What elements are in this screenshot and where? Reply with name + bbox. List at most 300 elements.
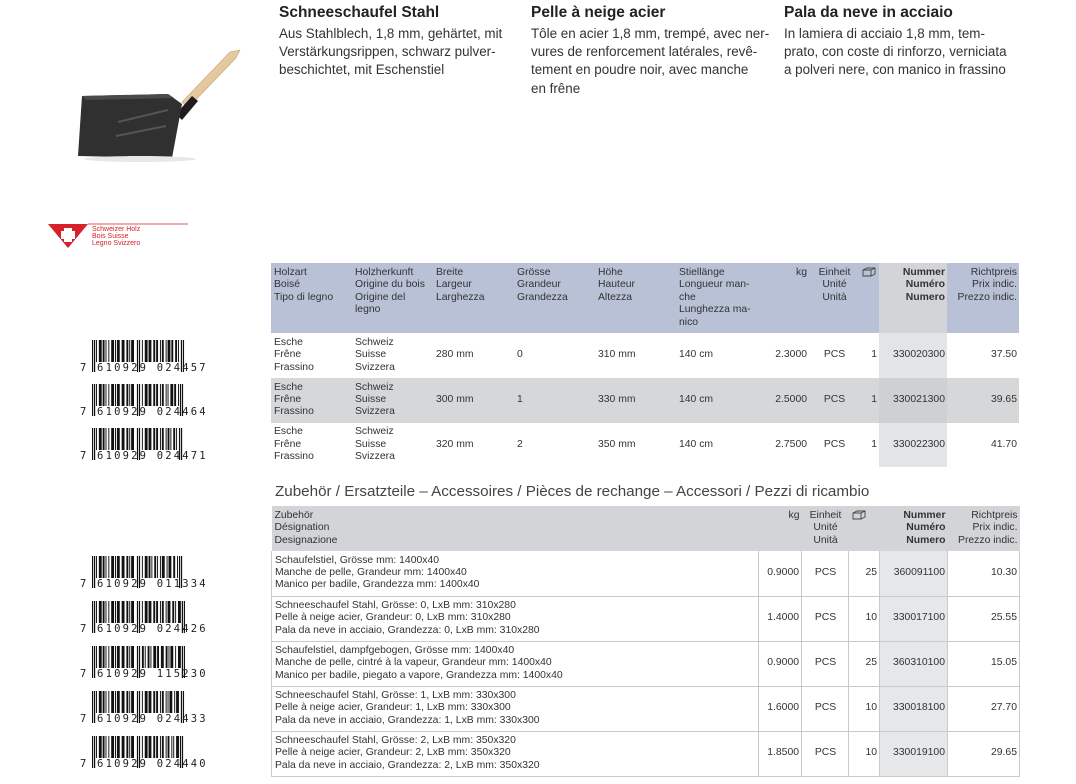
barcode-bar xyxy=(117,601,120,623)
barcode-bar xyxy=(166,736,167,758)
barcode-bar xyxy=(162,556,165,578)
barcode-bar xyxy=(168,601,171,623)
description-fr xyxy=(531,4,771,98)
table-header xyxy=(271,263,1019,333)
description-text: In lamiera di acciaio 1,8 mm, tem- prato, con coste di rinforzo, verniciata a polveri nere, con manico in frassino xyxy=(784,26,1007,78)
cell-einheit: PCS xyxy=(823,438,846,450)
cell-hoehe: 350 mm xyxy=(598,438,636,450)
barcode-bar xyxy=(142,428,143,450)
barcode-bar xyxy=(174,384,176,406)
barcode-bar xyxy=(117,691,120,713)
cell-kg: 2.3000 xyxy=(775,349,807,361)
cell-einheit: PCS xyxy=(802,731,849,776)
cell-herkunft: Schweiz Suisse Svizzera xyxy=(355,336,395,373)
cell-groesse: 1 xyxy=(514,378,595,423)
cell-pack: 25 xyxy=(849,551,880,596)
cell-breite: 280 mm xyxy=(436,349,474,361)
table-row xyxy=(271,333,1019,378)
barcode-bar xyxy=(106,736,107,758)
barcode-bar xyxy=(108,601,109,623)
col-kg: kg xyxy=(754,263,809,333)
barcode-bar xyxy=(176,428,177,450)
barcode-bar xyxy=(160,340,161,362)
barcode-bar xyxy=(149,428,152,450)
cell-nummer: 330021300 xyxy=(879,378,947,423)
barcode-bar xyxy=(126,736,128,758)
barcode-bar xyxy=(153,736,155,758)
barcode-bar xyxy=(171,736,172,758)
cell-breite: 300 mm xyxy=(433,378,514,423)
barcode-bar xyxy=(154,556,156,578)
barcode-bar xyxy=(99,601,102,623)
barcode-bar xyxy=(156,601,158,623)
barcode-bar xyxy=(176,736,179,758)
barcode-bar xyxy=(117,736,120,758)
barcode-bar xyxy=(117,556,120,578)
barcode-bar xyxy=(153,340,155,362)
cell-pack: 10 xyxy=(849,686,880,731)
pack-icon xyxy=(859,263,879,333)
barcode-bar xyxy=(172,601,174,623)
barcode-bar xyxy=(108,556,109,578)
col-nummer: Nummer Numéro Numero xyxy=(879,263,947,333)
cell-stiel: 140 cm xyxy=(679,438,714,450)
barcode-bar xyxy=(99,556,102,578)
barcode xyxy=(80,428,240,462)
cell-einheit: PCS xyxy=(802,551,849,596)
cell-kg: 0.9000 xyxy=(759,641,802,686)
barcode-bar xyxy=(111,691,114,713)
barcode-bar xyxy=(126,428,128,450)
barcode-bar xyxy=(122,601,125,623)
barcode-bar xyxy=(176,691,179,713)
col-einheit: Einheit Unité Unità xyxy=(802,506,849,551)
cell-hoehe: 310 mm xyxy=(598,349,636,361)
cell-designation: Schneeschaufel Stahl, Grösse: 1, LxB mm: 330x300 Pelle à neige acier, Grandeur: 1, LxB mm: 330x300 Pala da neve in acciaio, Grandezza: 1, LxB mm: 330x300 xyxy=(272,686,759,731)
barcode-bar xyxy=(131,428,134,450)
table-row xyxy=(272,731,1020,776)
barcode-bar xyxy=(162,428,164,450)
barcode-bar xyxy=(131,691,134,713)
barcode-bar xyxy=(129,736,130,758)
barcode-bar xyxy=(153,384,155,406)
barcode-bar xyxy=(115,646,116,668)
barcode-bar xyxy=(173,556,175,578)
description-title: Pelle à neige acier xyxy=(531,4,666,21)
cell-preis: 25.55 xyxy=(948,596,1020,641)
barcode-bar xyxy=(168,691,169,713)
cell-preis: 10.30 xyxy=(948,551,1020,596)
barcode-bar xyxy=(145,340,148,362)
barcode-bar xyxy=(142,601,143,623)
cell-nummer: 330017100 xyxy=(880,596,948,641)
barcode-bar xyxy=(111,601,114,623)
barcode xyxy=(80,646,240,680)
barcode-bar xyxy=(175,601,176,623)
description-text: Aus Stahlblech, 1,8 mm, gehärtet, mit Verstärkungsrippen, schwarz pulver- beschichtet, mit Eschenstiel xyxy=(279,26,503,78)
barcode-bar xyxy=(131,736,134,758)
barcode-bar xyxy=(96,736,97,758)
barcode-bar xyxy=(145,736,148,758)
cell-holzart: Esche Frêne Frassino xyxy=(274,426,314,463)
barcode-bar xyxy=(167,556,168,578)
barcode-bar xyxy=(108,691,109,713)
barcode-bar xyxy=(115,601,116,623)
barcode-digits: 7 610929 024464 xyxy=(80,406,208,418)
barcode-bar xyxy=(142,646,144,668)
barcode-digits: 7 610929 024471 xyxy=(80,450,208,462)
cell-nummer: 330022300 xyxy=(879,423,947,468)
barcode-bar xyxy=(175,340,177,362)
barcode-bar xyxy=(145,556,148,578)
barcode-bar xyxy=(96,384,97,406)
barcode-bar xyxy=(126,646,128,668)
cell-kg: 0.9000 xyxy=(759,551,802,596)
barcode-bar xyxy=(126,340,128,362)
col-herkunft: Holzherkunft Origine du bois Origine del legno xyxy=(352,263,433,333)
barcode-bar xyxy=(153,691,155,713)
barcode-digits: 7 610929 024440 xyxy=(80,758,208,770)
barcode-bar xyxy=(103,384,105,406)
cell-nummer: 330018100 xyxy=(880,686,948,731)
barcode-bar xyxy=(115,428,116,450)
cell-designation: Schaufelstiel, dampfgebogen, Grösse mm: 1400x40 Manche de pelle, cintré à la vapeur, Grandeur mm: 1400x40 Manico per badile, piegato a vapore, Grandezza mm: 1400x40 xyxy=(272,641,759,686)
barcode-bar xyxy=(117,384,120,406)
barcode-bar xyxy=(106,428,107,450)
barcode-bar xyxy=(142,384,143,406)
barcode-bar xyxy=(171,340,173,362)
product-table xyxy=(271,263,1019,467)
barcode-bar xyxy=(103,601,105,623)
barcode-bar xyxy=(129,646,130,668)
cell-designation: Schneeschaufel Stahl, Grösse: 0, LxB mm: 310x280 Pelle à neige acier, Grandeur: 0, LxB mm: 310x280 Pala da neve in acciaio, Grandezza: 0, LxB mm: 310x280 xyxy=(272,596,759,641)
barcode-bar xyxy=(142,736,143,758)
barcode-bar xyxy=(178,340,179,362)
barcode xyxy=(80,691,240,725)
barcode-bar xyxy=(150,646,151,668)
barcode-bar xyxy=(129,428,130,450)
barcode-bar xyxy=(156,736,158,758)
barcode-bar xyxy=(131,384,134,406)
accessories-title: Zubehör / Ersatzteile – Accessoires / Pièces de rechange – Accessori / Pezzi di ricambio xyxy=(275,483,870,500)
barcode-bar xyxy=(162,736,164,758)
barcode-bar xyxy=(103,428,105,450)
barcode-bar xyxy=(122,646,125,668)
cell-nummer: 330019100 xyxy=(880,731,948,776)
barcode-bar xyxy=(149,384,152,406)
barcode-bar xyxy=(126,691,128,713)
col-stiel: Stiellänge Longueur man- che Lunghezza ma- nico xyxy=(676,263,754,333)
description-de xyxy=(279,4,519,80)
barcode-bar xyxy=(149,556,151,578)
cell-pack: 1 xyxy=(859,378,879,423)
cell-kg: 2.7500 xyxy=(775,438,807,450)
barcode-bar xyxy=(117,428,120,450)
barcode-bar xyxy=(166,601,167,623)
barcode-digits: 7 610929 024457 xyxy=(80,362,208,374)
cell-einheit: PCS xyxy=(802,596,849,641)
barcode-bar xyxy=(103,556,105,578)
barcode-bar xyxy=(170,428,171,450)
cell-preis: 29.65 xyxy=(948,731,1020,776)
cell-kg: 1.8500 xyxy=(759,731,802,776)
description-title: Pala da neve in acciaio xyxy=(784,4,953,21)
barcode-bar xyxy=(111,556,114,578)
barcode-bar xyxy=(96,340,97,362)
barcode-bar xyxy=(169,556,172,578)
cell-herkunft: Schweiz Suisse Svizzera xyxy=(355,426,395,463)
product-image xyxy=(70,38,242,162)
cell-einheit: PCS xyxy=(802,686,849,731)
cell-kg: 1.6000 xyxy=(759,686,802,731)
svg-text:Schweizer Holz: Schweizer Holz xyxy=(92,226,141,233)
barcode-bar xyxy=(111,646,114,668)
barcode-bar xyxy=(96,428,97,450)
svg-text:Legno Svizzero: Legno Svizzero xyxy=(92,240,141,247)
barcode-bar xyxy=(156,428,158,450)
barcode-bar xyxy=(129,601,130,623)
barcode-bar xyxy=(117,646,120,668)
barcode-bar xyxy=(168,340,171,362)
barcode-bar xyxy=(108,646,109,668)
barcode-bar xyxy=(99,428,102,450)
barcode-bar xyxy=(122,556,125,578)
barcode-bar xyxy=(160,556,161,578)
barcode-bar xyxy=(142,556,143,578)
cell-designation: Schneeschaufel Stahl, Grösse: 2, LxB mm: 350x320 Pelle à neige acier, Grandeur: 2, LxB mm: 350x320 Pala da neve in acciaio, Grandezza: 2, LxB mm: 350x320 xyxy=(272,731,759,776)
barcode-bar xyxy=(115,556,116,578)
cell-preis: 15.05 xyxy=(948,641,1020,686)
swiss-wood-logo xyxy=(48,220,198,250)
barcode-bar xyxy=(122,736,125,758)
barcode-bar xyxy=(129,384,130,406)
barcode-bar xyxy=(106,646,107,668)
cell-kg: 1.4000 xyxy=(759,596,802,641)
col-holzart: Holzart Boisé Tipo di legno xyxy=(271,263,352,333)
barcode-bar xyxy=(149,691,152,713)
barcode-bar xyxy=(106,691,107,713)
barcode-bar xyxy=(166,384,167,406)
cell-einheit: PCS xyxy=(809,378,859,423)
barcode-bar xyxy=(160,736,161,758)
cell-preis: 27.70 xyxy=(948,686,1020,731)
barcode-bar xyxy=(160,428,161,450)
col-hoehe: Höhe Hauteur Altezza xyxy=(595,263,676,333)
barcode-bar xyxy=(160,384,161,406)
barcode-bar xyxy=(108,384,109,406)
barcode-bar xyxy=(111,340,114,362)
cell-holzart: Esche Frêne Frassino xyxy=(271,378,352,423)
barcode-digits: 7 610929 011334 xyxy=(80,578,208,590)
col-groesse: Grösse Grandeur Grandezza xyxy=(514,263,595,333)
barcode-bar xyxy=(131,556,134,578)
barcode-bar xyxy=(151,556,152,578)
barcode-bar xyxy=(156,384,158,406)
barcode-bar xyxy=(126,556,128,578)
table-row xyxy=(271,423,1019,468)
barcode-bar xyxy=(111,384,114,406)
barcode-bar xyxy=(169,691,172,713)
barcode-bar xyxy=(156,691,158,713)
cell-einheit: PCS xyxy=(802,641,849,686)
barcode-bar xyxy=(162,340,164,362)
cell-holzart: Esche Frêne Frassino xyxy=(274,336,314,373)
barcode-bar xyxy=(99,736,102,758)
barcode-bar xyxy=(149,736,152,758)
barcode-digits: 7 610929 024433 xyxy=(80,713,208,725)
barcode-bar xyxy=(115,736,116,758)
barcode-bar xyxy=(129,340,130,362)
barcode-bar xyxy=(149,601,152,623)
barcode-bar xyxy=(106,556,107,578)
col-nummer: Nummer Numéro Numero xyxy=(880,506,948,551)
table-row xyxy=(272,641,1020,686)
barcode-bar xyxy=(115,384,116,406)
barcode-bar xyxy=(157,556,158,578)
cell-preis: 39.65 xyxy=(947,378,1019,423)
cell-groesse: 2 xyxy=(517,438,523,450)
barcode-bar xyxy=(103,691,105,713)
barcode-bar xyxy=(168,384,169,406)
description-it xyxy=(784,4,1024,80)
barcode-bar xyxy=(103,736,105,758)
barcode-bar xyxy=(142,691,143,713)
barcode-bar xyxy=(122,340,125,362)
barcode-bar xyxy=(160,601,161,623)
barcode-bar xyxy=(173,428,175,450)
cell-stiel: 140 cm xyxy=(676,378,754,423)
barcode-bar xyxy=(168,736,170,758)
cell-pack: 25 xyxy=(849,641,880,686)
barcode-bar xyxy=(103,646,105,668)
barcode-bar xyxy=(156,340,158,362)
barcode-bar xyxy=(145,646,146,668)
barcode-bar xyxy=(166,428,167,450)
barcode-digits: 7 610929 024426 xyxy=(80,623,208,635)
barcode-bar xyxy=(131,646,134,668)
cell-kg: 2.5000 xyxy=(754,378,809,423)
barcode-bar xyxy=(126,384,128,406)
barcode-digits: 7 610929 115230 xyxy=(80,668,208,680)
cell-nummer: 360310100 xyxy=(880,641,948,686)
cell-hoehe: 330 mm xyxy=(595,378,676,423)
barcode-bar xyxy=(96,556,97,578)
barcode-bar xyxy=(115,340,116,362)
pack-icon xyxy=(849,506,880,551)
barcode-bar xyxy=(170,646,173,668)
barcode-bar xyxy=(126,601,128,623)
barcode-bar xyxy=(111,736,114,758)
table-row xyxy=(272,596,1020,641)
barcode-bar xyxy=(160,691,161,713)
barcode-bar xyxy=(99,384,102,406)
barcode-bar xyxy=(131,601,134,623)
barcode-bar xyxy=(157,646,159,668)
cell-pack: 1 xyxy=(871,438,877,450)
cell-pack: 10 xyxy=(849,596,880,641)
barcode-bar xyxy=(129,556,130,578)
barcode-bar xyxy=(162,601,164,623)
barcode-bar xyxy=(178,601,181,623)
barcode-bar xyxy=(122,428,125,450)
cell-nummer: 330020300 xyxy=(879,333,947,378)
barcode-bar xyxy=(117,340,120,362)
barcode-bar xyxy=(178,384,179,406)
barcode-bar xyxy=(145,428,148,450)
table-row xyxy=(272,551,1020,596)
barcode-bar xyxy=(142,340,143,362)
barcode-bar xyxy=(175,646,176,668)
barcode-bar xyxy=(162,691,164,713)
barcode-bar xyxy=(153,601,155,623)
barcode xyxy=(80,556,240,590)
barcode-bar xyxy=(96,691,97,713)
barcode-bar xyxy=(161,646,164,668)
barcode xyxy=(80,736,240,770)
cell-designation: Schaufelstiel, Grösse mm: 1400x40 Manche de pelle, Grandeur mm: 1400x40 Manico per badile, Grandezza mm: 1400x40 xyxy=(272,551,759,596)
barcode-bar xyxy=(177,556,178,578)
col-kg: kg xyxy=(759,506,802,551)
barcode-bar xyxy=(99,340,102,362)
barcode-bar xyxy=(145,691,148,713)
barcode-bar xyxy=(153,646,156,668)
barcode-bar xyxy=(99,646,102,668)
barcode xyxy=(80,384,240,418)
barcode-bar xyxy=(122,691,125,713)
col-preis: Richtpreis Prix indic. Prezzo indic. xyxy=(947,263,1019,333)
cell-preis: 41.70 xyxy=(990,438,1017,450)
barcode-bar xyxy=(149,340,152,362)
col-einheit: Einheit Unité Unità xyxy=(809,263,859,333)
table-row xyxy=(271,378,1019,423)
barcode-bar xyxy=(108,428,109,450)
svg-text:Bois Suisse: Bois Suisse xyxy=(92,233,129,240)
cell-nummer: 360091100 xyxy=(880,551,948,596)
barcode-bar xyxy=(153,428,155,450)
barcode-bar xyxy=(129,691,130,713)
barcode-bar xyxy=(96,646,97,668)
barcode-bar xyxy=(99,691,102,713)
col-designation: Zubehör Désignation Designazione xyxy=(272,506,759,551)
barcode-bar xyxy=(145,384,148,406)
table-header xyxy=(272,506,1020,551)
cell-groesse: 0 xyxy=(517,349,523,361)
col-breite: Breite Largeur Larghezza xyxy=(433,263,514,333)
cell-einheit: PCS xyxy=(823,349,846,361)
barcode-bar xyxy=(122,384,125,406)
barcode-bar xyxy=(148,646,150,668)
barcode-bar xyxy=(108,340,109,362)
barcode-bar xyxy=(169,646,170,668)
barcode-bar xyxy=(106,601,107,623)
cell-pack: 10 xyxy=(849,731,880,776)
description-title: Schneeschaufel Stahl xyxy=(279,4,440,21)
cell-breite: 320 mm xyxy=(436,438,474,450)
barcode-bar xyxy=(162,384,164,406)
description-text: Tôle en acier 1,8 mm, trempé, avec ner- vures de renforcement latérales, revê- tement en poudre noir, avec manche en frêne xyxy=(531,26,770,96)
barcode-bar xyxy=(111,428,114,450)
col-preis: Richtpreis Prix indic. Prezzo indic. xyxy=(948,506,1020,551)
cell-herkunft: Schweiz Suisse Svizzera xyxy=(352,378,433,423)
barcode xyxy=(80,601,240,635)
table-row xyxy=(272,686,1020,731)
barcode-bar xyxy=(170,384,173,406)
barcode-bar xyxy=(174,691,175,713)
barcode-bar xyxy=(106,340,107,362)
barcode-bar xyxy=(145,601,148,623)
barcode-bar xyxy=(173,736,174,758)
cell-pack: 1 xyxy=(871,349,877,361)
